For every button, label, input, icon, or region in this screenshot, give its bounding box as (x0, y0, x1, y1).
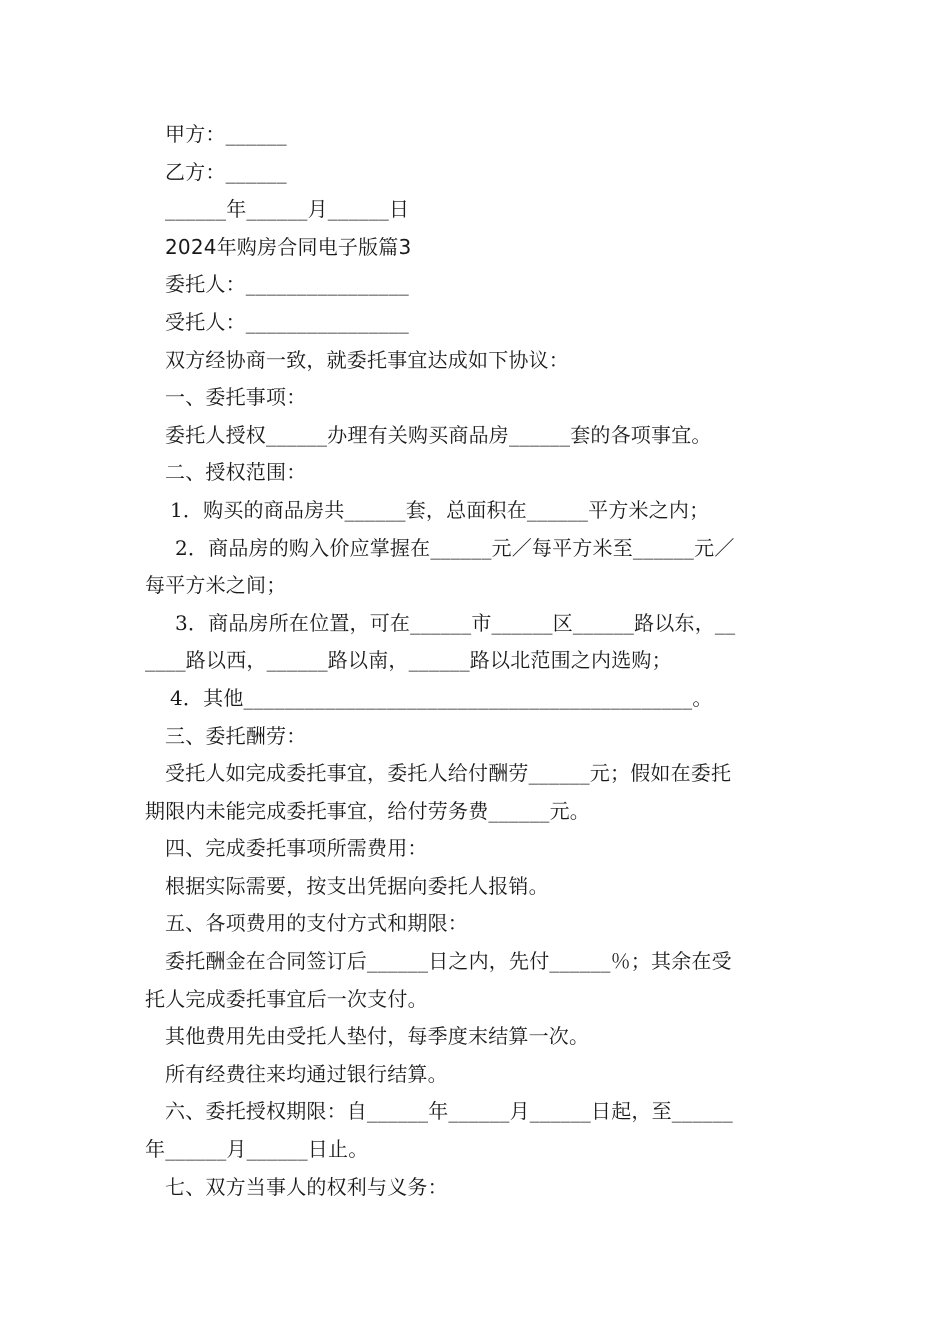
agreement-intro: 双方经协商一致，就委托事宜达成如下协议： (165, 347, 569, 372)
clause-heading-3: 三、委托酬劳： (165, 723, 307, 748)
clause-heading-1: 一、委托事项： (165, 385, 307, 410)
clause-item-2: 2．商品房的购入价应掌握在______元／每平方米至______元／ (175, 535, 735, 560)
party-a-line: 甲方：______ (165, 122, 287, 146)
section-title: 2024年购房合同电子版篇3 (165, 234, 412, 259)
clause-text: 委托酬金在合同签订后______日之内，先付______％；其余在受 (165, 949, 732, 974)
clause-heading-6: 六、委托授权期限：自______年______月______日起，至______ (165, 1099, 733, 1124)
clause-item-4: 4．其他____________________________________________。 (170, 685, 713, 710)
clause-text: 受托人如完成委托事宜，委托人给付酬劳______元；假如在委托 (165, 761, 732, 786)
clause-text-cont: 年______月______日止。 (145, 1137, 369, 1162)
clause-text-cont: 期限内未能完成委托事宜，给付劳务费______元。 (145, 798, 590, 823)
clause-item-1: 1．购买的商品房共______套，总面积在______平方米之内； (170, 497, 710, 522)
clause-heading-2: 二、授权范围： (165, 460, 307, 485)
clause-item-3: 3．商品房所在位置，可在______市______区______路以东，__ (175, 610, 736, 635)
document-body (145, 116, 810, 1206)
clause-heading-5: 五、各项费用的支付方式和期限： (165, 911, 468, 936)
clause-text: 根据实际需要，按支出凭据向委托人报销。 (165, 873, 549, 898)
agent-line: 受托人：________________ (165, 309, 409, 334)
clause-item-2-cont: 每平方米之间； (145, 573, 287, 598)
clause-heading-7: 七、双方当事人的权利与义务： (165, 1174, 448, 1199)
clause-text: 其他费用先由受托人垫付，每季度末结算一次。 (165, 1024, 590, 1049)
party-b-line: 乙方：______ (165, 159, 287, 184)
clause-text: 所有经费往来均通过银行结算。 (165, 1061, 448, 1086)
clause-item-3-cont: ____路以西，______路以南，______路以北范围之内选购； (145, 648, 672, 673)
clause-text: 委托人授权______办理有关购买商品房______套的各项事宜。 (165, 422, 712, 447)
clause-heading-4: 四、完成委托事项所需费用： (165, 836, 428, 861)
date-line: ______年______月______日 (165, 197, 410, 222)
principal-line: 委托人：________________ (165, 272, 409, 297)
clause-text-cont: 托人完成委托事宜后一次支付。 (145, 986, 428, 1011)
